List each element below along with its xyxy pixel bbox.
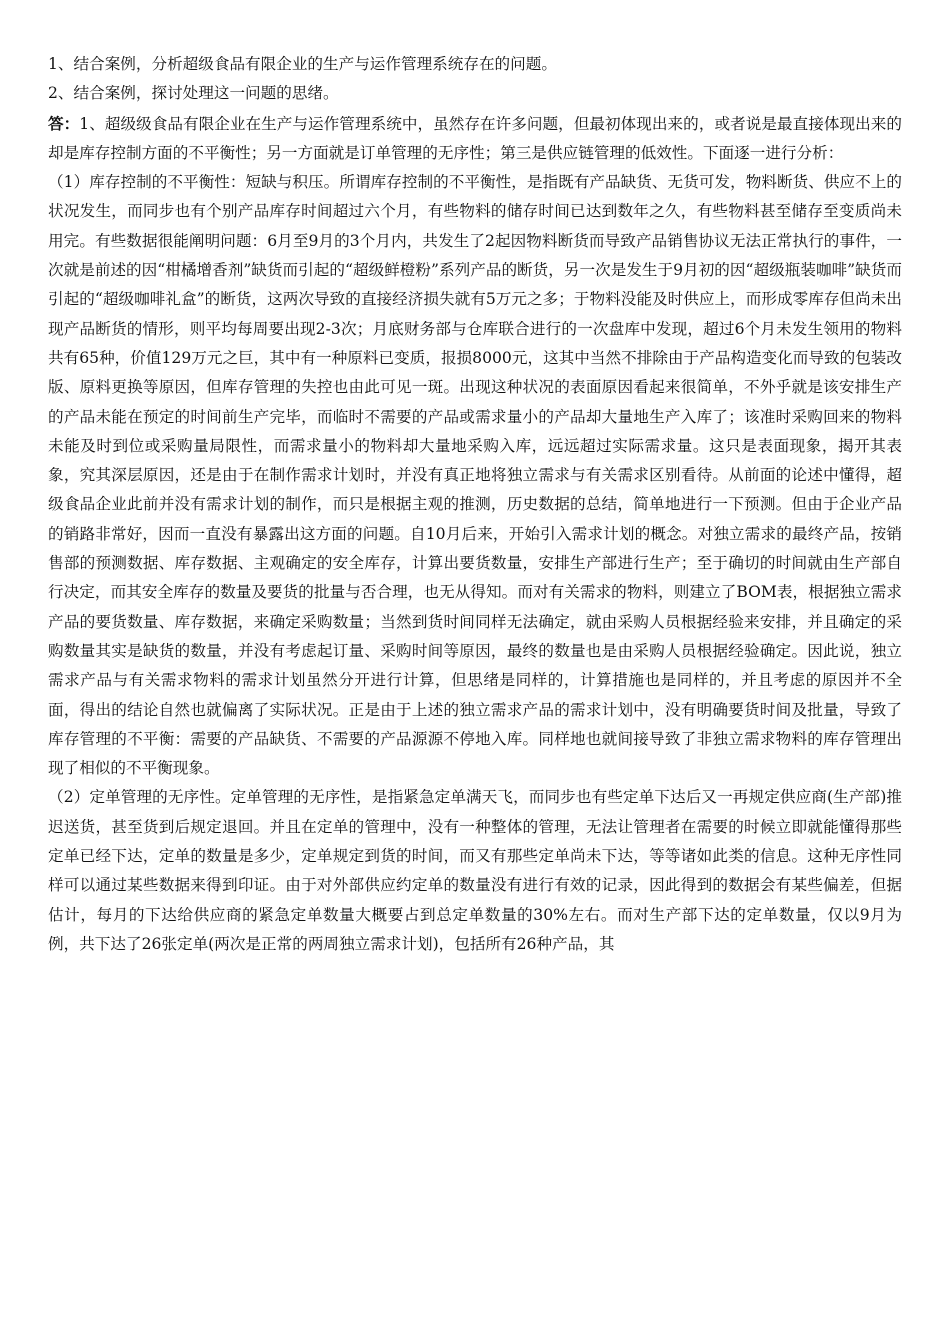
section-2-order-disorder: （2）定单管理的无序性。定单管理的无序性，是指紧急定单满天飞，而同步也有些定单下达后又一再规定供应商(生产部)推迟送货，甚至货到后规定退回。并且在定单的管理中，没有一种整体的管理，无法让管理者在需要的时候立即就能懂得那些定单已经下达，定单的数量是多少，定单规定到货的时间，而又有那些定单尚未下达，等等诸如此类的信息。这种无序性同样可以通过某些数据来得到印证。由于对外部供应约定单的数量没有进行有效的记录，因此得到的数据会有某些偏差，但据估计，每月的下达给供应商的紧急定单数量大概要占到总定单数量的30%左右。而对生产部下达的定单数量，仅以9月为例，共下达了26张定单(两次是正常的两周独立需求计划)，包括所有26种产品，其 — [48, 788, 902, 953]
question-1: 1、结合案例，分析超级食品有限企业的生产与运作管理系统存在的问题。 — [48, 55, 557, 73]
document-body — [48, 50, 902, 959]
answer-label: 答： — [48, 113, 80, 133]
answer-intro-paragraph — [48, 109, 902, 169]
question-2: 2、结合案例，探讨处理这一问题的思绪。 — [48, 84, 339, 103]
answer-intro-text: 1、超级级食品有限企业在生产与运作管理系统中，虽然存在许多问题，但最初体现出来的，或者说是最直接体现出来的却是库存控制方面的不平衡性；另一方面就是订单管理的无序性；第三是供应链管理的低效性。下面逐一进行分析： — [48, 114, 902, 162]
section-1-inventory-imbalance: （1）库存控制的不平衡性：短缺与积压。所谓库存控制的不平衡性，是指既有产品缺货、无货可发，物料断货、供应不上的状况发生，而同步也有个别产品库存时间超过六个月，有些物料的储存时间已达到数年之久，有些物料甚至储存至变质尚未用完。有些数据很能阐明问题：6月至9月的3个月内，共发生了2起因物料断货而导致产品销售协议无法正常执行的事件，一次就是前述的因“柑橘增香剂”缺货而引起的“超级鲜橙粉”系列产品的断货，另一次是发生于9月初的因“超级瓶装咖啡”缺货而引起的“超级咖啡礼盒”的断货，这两次导致的直接经济损失就有5万元之多；于物料没能及时供应上，而形成零库存但尚未出现产品断货的情形，则平均每周要出现2-3次；月底财务部与仓库联合进行的一次盘库中发现，超过6个月未发生领用的物料共有65种，价值129万元之巨，其中有一种原料已变质，报损8000元，这其中当然不排除由于产品构造变化而导致的包装改版、原料更换等原因，但库存管理的失控也由此可见一斑。出现这种状况的表面原因看起来很简单，不外乎就是该安排生产的产品未能在预定的时间前生产完毕，而临时不需要的产品或需求量小的产品却大量地生产入库了；该准时采购回来的物料未能及时到位或采购量局限性，而需求量小的物料却大量地采购入库，远远超过实际需求量。这只是表面现象，揭开其表象，究其深层原因，还是由于在制作需求计划时，并没有真正地将独立需求与有关需求区别看待。从前面的论述中懂得，超级食品企业此前并没有需求计划的制作，而只是根据主观的推测，历史数据的总结，简单地进行一下预测。但由于企业产品的销路非常好，因而一直没有暴露出这方面的问题。自10月后来，开始引入需求计划的概念。对独立需求的最终产品，按销售部的预测数据、库存数据、主观确定的安全库存，计算出要货数量，安排生产部进行生产；至于确切的时间就由生产部自行决定，而其安全库存的数量及要货的批量与否合理，也无从得知。而对有关需求的物料，则建立了BOM表，根据独立需求产品的要货数量、库存数据，来确定采购数量；当然到货时间同样无法确定，就由采购人员根据经验来安排，并且确定的采购数量其实是缺货的数量，并没有考虑起订量、采购时间等原因，最终的数量也是由采购人员根据经验确定。因此说，独立需求产品与有关需求物料的需求计划虽然分开进行计算，但思绪是同样的，计算措施也是同样的，并且考虑的原因并不全面，得出的结论自然也就偏离了实际状况。正是由于上述的独立需求产品的需求计划中，没有明确要货时间及批量，导致了库存管理的不平衡：需要的产品缺货、不需要的产品源源不停地入库。同样地也就间接导致了非独立需求物料的库存管理出现了相似的不平衡现象。 — [48, 173, 902, 778]
